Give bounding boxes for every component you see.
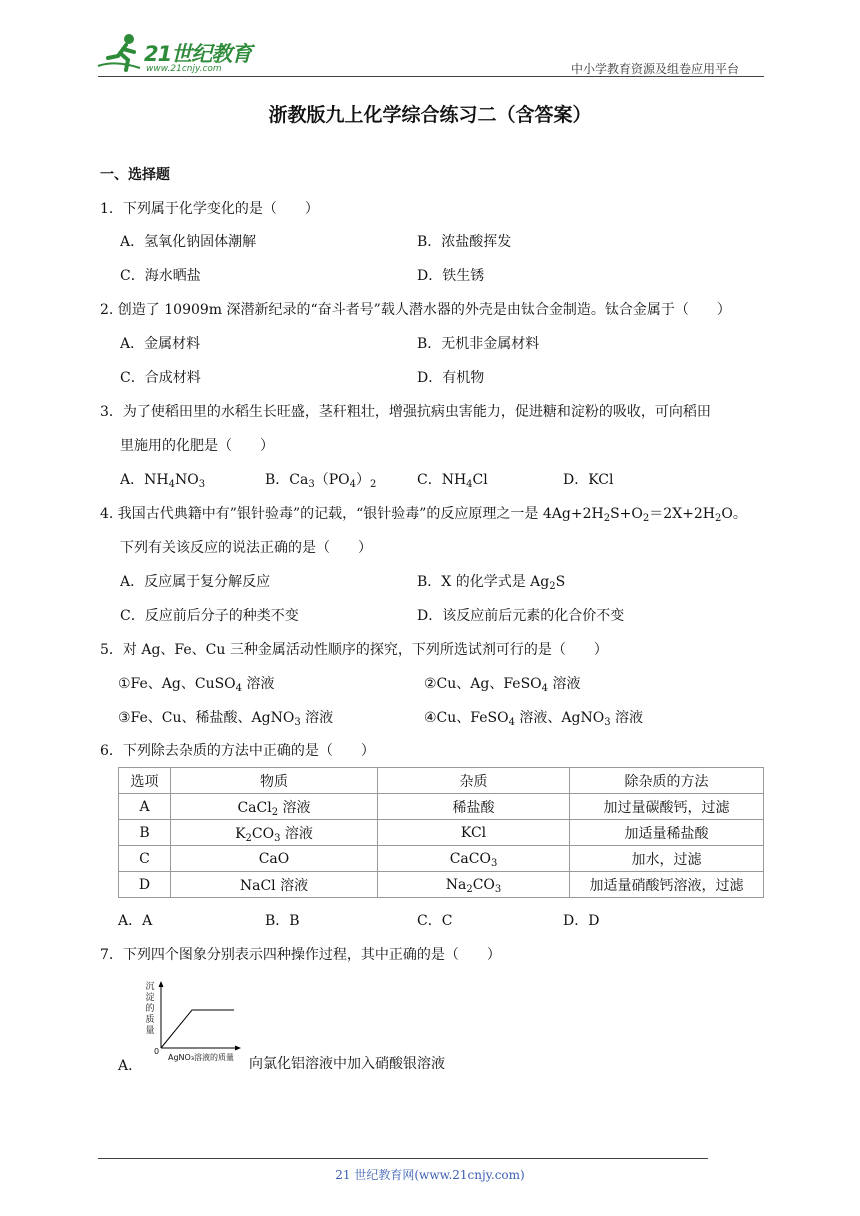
- q4-option-d: D．该反应前后元素的化合价不变: [417, 608, 625, 624]
- table-row: [119, 846, 764, 872]
- q6-answer-d: D．D: [563, 913, 600, 929]
- q3-option-b: B．$Ca_3(PO_4)_2$: [265, 472, 377, 490]
- table-cell: 加过量碳酸钙，过滤: [570, 794, 764, 820]
- q5-option-1: ①Fe、Ag、CuSO$_4$ 溶液: [118, 676, 275, 694]
- q1-option-a: A．氢氧化钠固体潮解: [120, 234, 257, 250]
- table-cell: CaCl$_2$ 溶液: [171, 794, 378, 820]
- page-title: 浙教版九上化学综合练习二（含答案）: [268, 104, 592, 126]
- table-cell: NaCl 溶液: [171, 872, 378, 898]
- q3-option-d: D．KCl: [563, 472, 614, 488]
- q3-option-a: A．$NH_4NO_3$: [120, 472, 206, 490]
- q3-option-c: C．$NH_4Cl$: [417, 472, 488, 490]
- header-right-text: 中小学教育资源及组卷应用平台: [571, 62, 740, 76]
- logo-url-text: www.21cnjy.com: [146, 64, 222, 74]
- q7-graph: [140, 978, 250, 1064]
- footer-rule: [98, 1158, 708, 1159]
- table-cell: C: [119, 846, 171, 872]
- table-row: [119, 872, 764, 898]
- q7-stem: 7．下列四个图象分别表示四种操作过程，其中正确的是（ ）: [100, 947, 501, 963]
- graph-origin-label: 0: [154, 1047, 160, 1056]
- graph-y-label: 沉 淀 的 质 量: [145, 982, 155, 1036]
- q2-option-d: D．有机物: [417, 370, 485, 386]
- graph-x-label: AgNO₃溶液的质量: [168, 1053, 235, 1062]
- q7-option-a-letter: A．: [118, 1058, 143, 1074]
- table-cell: D: [119, 872, 171, 898]
- table-header-cell: 物质: [171, 768, 378, 794]
- table-cell: 加适量硝酸钙溶液，过滤: [570, 872, 764, 898]
- q1-stem: 1．下列属于化学变化的是（ ）: [100, 201, 319, 217]
- table-cell: B: [119, 820, 171, 846]
- q2-stem: 2. 创造了 10909m 深潜新纪录的“奋斗者号”载人潜水器的外壳是由钛合金制造。钛合金属于（ ）: [100, 302, 731, 318]
- q1-option-d: D．铁生锈: [417, 268, 485, 284]
- q4-stem-line1: 4. 我国古代典籍中有”银针验毒”的记载，“银针验毒”的反应原理之一是 $4Ag+2H_2S+O_2=2X+2H_2O$。: [100, 506, 747, 524]
- q7-option-a-text: 向氯化铝溶液中加入硝酸银溶液: [249, 1056, 445, 1072]
- q6-answer-c: C．C: [417, 913, 453, 929]
- table-header-cell: 除杂质的方法: [570, 768, 764, 794]
- table-cell: 加适量稀盐酸: [570, 820, 764, 846]
- q5-option-3: ③Fe、Cu、稀盐酸、AgNO$_3$ 溶液: [118, 710, 334, 728]
- q5-stem: 5．对 Ag、Fe、Cu 三种金属活动性顺序的探究，下列所选试剂可行的是（ ）: [100, 642, 608, 658]
- table-cell: 稀盐酸: [378, 794, 570, 820]
- q4-option-a: A．反应属于复分解反应: [120, 574, 271, 590]
- q1-option-c: C．海水晒盐: [120, 268, 201, 284]
- table-header-cell: 杂质: [378, 768, 570, 794]
- q1-option-b: B．浓盐酸挥发: [417, 234, 512, 250]
- table-cell: A: [119, 794, 171, 820]
- q2-option-b: B．无机非金属材料: [417, 336, 540, 352]
- q2-option-a: A．金属材料: [120, 336, 201, 352]
- q6-stem: 6．下列除去杂质的方法中正确的是（ ）: [100, 743, 375, 759]
- table-cell: $K_2CO_3$ 溶液: [171, 820, 378, 846]
- table-cell: $Na_2CO_3$: [378, 872, 570, 898]
- q3-stem-line2: 里施用的化肥是（ ）: [120, 438, 274, 454]
- header-rule: [98, 76, 764, 77]
- table-row: [119, 820, 764, 846]
- runner-logo-icon: [96, 32, 146, 74]
- q4-stem-line2: 下列有关该反应的说法正确的是（ ）: [120, 540, 372, 556]
- table-header-row: [119, 768, 764, 794]
- q6-answer-a: A．A: [118, 913, 153, 929]
- graph-curve: [161, 1010, 234, 1048]
- q4-option-c: C．反应前后分子的种类不变: [120, 608, 299, 624]
- section-heading: 一、选择题: [100, 167, 170, 183]
- q2-option-c: C．合成材料: [120, 370, 201, 386]
- q3-stem-line1: 3．为了使稻田里的水稻生长旺盛，茎秆粗壮，增强抗病虫害能力，促进糖和淀粉的吸收，可向稻田: [100, 404, 711, 420]
- q5-option-2: ②Cu、Ag、FeSO$_4$ 溶液: [424, 676, 581, 694]
- table-cell: CaO: [171, 846, 378, 872]
- impurity-table: [118, 767, 764, 898]
- logo: [96, 32, 266, 76]
- table-row: [119, 794, 764, 820]
- table-cell: 加水，过滤: [570, 846, 764, 872]
- logo-main-text: 21世纪教育: [144, 42, 252, 66]
- q5-option-4: ④Cu、FeSO$_4$ 溶液、AgNO$_3$ 溶液: [424, 710, 644, 728]
- footer-text: 21 世纪教育网(www.21cnjy.com): [335, 1168, 525, 1182]
- q4-option-b: B．X 的化学式是 $Ag_2S$: [417, 574, 566, 592]
- q6-answer-b: B．B: [265, 913, 300, 929]
- table-cell: CaCO$_3$: [378, 846, 570, 872]
- table-cell: KCl: [378, 820, 570, 846]
- table-header-cell: 选项: [119, 768, 171, 794]
